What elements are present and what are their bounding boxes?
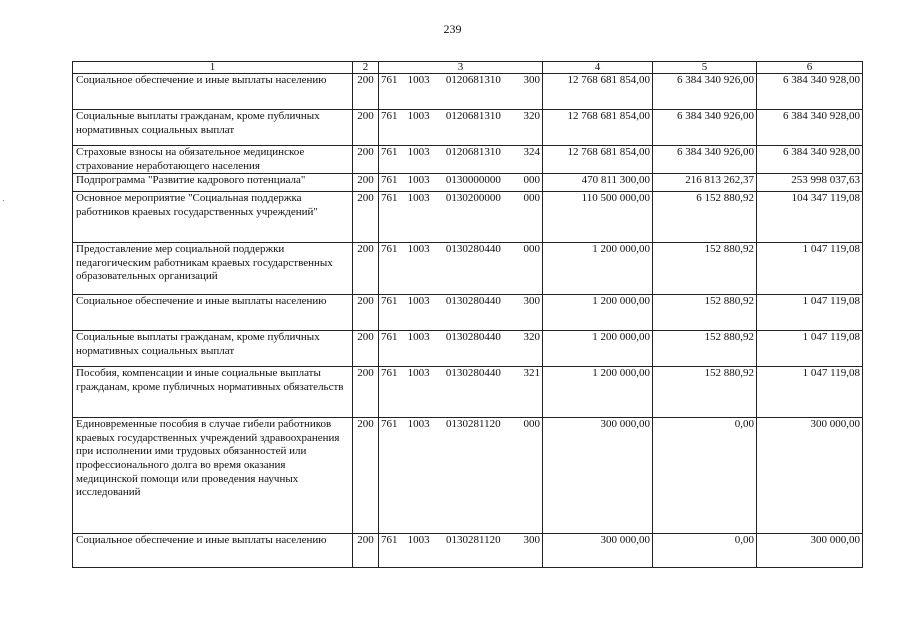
code-ved: 761 [381,418,398,431]
table-row [73,174,863,192]
row-code [379,146,543,174]
row-value-6: 300 000,00 [757,418,863,534]
code-ved: 761 [381,367,398,380]
code-csr: 0130000000 [445,174,501,187]
row-value-5: 6 152 880,92 [653,192,757,243]
table-row [73,534,863,568]
row-code [379,174,543,192]
code-vr: 321 [523,367,540,380]
code-csr: 0130281120 [446,534,501,547]
row-name: Социальные выплаты гражданам, кроме публичных нормативных социальных выплат [73,110,353,146]
row-code [379,243,543,295]
row-name: Предоставление мер социальной поддержки педагогическим работникам краевых государственных образовательных организаций [73,243,353,295]
row-value-6: 104 347 119,08 [757,192,863,243]
code-rz: 1003 [407,146,430,158]
row-code [379,534,543,568]
row-value-5: 6 384 340 926,00 [653,74,757,110]
table-row [73,110,863,146]
row-col2: 200 [353,367,379,418]
table-row [73,295,863,331]
code-rz: 1003 [407,243,430,256]
row-value-5: 152 880,92 [653,331,757,367]
code-csr: 0130200000 [445,192,501,205]
row-col2: 200 [353,418,379,534]
code-vr: 000 [523,192,540,205]
row-name: Основное мероприятие "Социальная поддержка работников краевых государственных учреждений" [73,192,353,243]
row-value-6: 1 047 119,08 [757,367,863,418]
code-csr: 0130280440 [445,295,501,308]
row-col2: 200 [353,110,379,146]
code-rz: 1003 [407,331,430,344]
code-ved: 761 [381,295,398,308]
table-row [73,367,863,418]
row-value-4: 12 768 681 854,00 [543,110,653,146]
row-value-6: 253 998 037,63 [757,174,863,192]
code-ved: 761 [381,534,398,547]
row-name: Социальные выплаты гражданам, кроме публичных нормативных социальных выплат [73,331,353,367]
row-value-6: 6 384 340 928,00 [757,146,863,174]
row-value-4: 470 811 300,00 [543,174,653,192]
code-csr: 0130280440 [445,331,501,344]
table-row [73,331,863,367]
row-value-6: 1 047 119,08 [757,243,863,295]
header-col-3: 3 [379,62,543,74]
table-row [73,418,863,534]
row-value-5: 152 880,92 [653,295,757,331]
table-row [73,192,863,243]
code-vr: 300 [523,295,540,308]
table-row [73,74,863,110]
row-value-6: 1 047 119,08 [757,331,863,367]
row-value-6: 1 047 119,08 [757,295,863,331]
code-rz: 1003 [407,367,430,380]
header-col-5: 5 [653,62,757,74]
code-csr: 0120681310 [445,146,501,158]
row-code [379,295,543,331]
header-col-2: 2 [353,62,379,74]
code-csr: 0130281120 [446,418,501,431]
code-vr: 000 [523,418,540,431]
row-value-4: 1 200 000,00 [543,243,653,295]
header-row [73,62,863,74]
row-value-4: 110 500 000,00 [543,192,653,243]
row-value-6: 300 000,00 [757,534,863,568]
code-ved: 761 [381,243,398,256]
row-value-4: 12 768 681 854,00 [543,146,653,174]
row-value-5: 6 384 340 926,00 [653,110,757,146]
code-rz: 1003 [407,418,430,431]
code-rz: 1003 [407,110,430,122]
row-code [379,110,543,146]
code-vr: 300 [523,534,540,547]
code-rz: 1003 [407,534,430,547]
row-value-6: 6 384 340 928,00 [757,110,863,146]
row-name: Социальное обеспечение и иные выплаты населению [73,295,353,331]
row-col2: 200 [353,74,379,110]
code-ved: 761 [381,192,398,205]
header-col-6: 6 [757,62,863,74]
row-value-5: 0,00 [653,534,757,568]
row-value-4: 1 200 000,00 [543,295,653,331]
table-row [73,243,863,295]
code-csr: 0120681310 [445,110,501,122]
row-name: Социальное обеспечение и иные выплаты населению [73,534,353,568]
row-value-5: 152 880,92 [653,367,757,418]
row-name: Подпрограмма "Развитие кадрового потенциала" [73,174,353,192]
row-value-5: 216 813 262,37 [653,174,757,192]
code-vr: 300 [523,74,540,86]
header-col-1: 1 [73,62,353,74]
row-code [379,192,543,243]
code-csr: 0130280440 [445,367,501,380]
row-name: Социальное обеспечение и иные выплаты населению [73,74,353,110]
row-col2: 200 [353,192,379,243]
code-csr: 0120681310 [445,74,501,86]
row-name: Страховые взносы на обязательное медицинское страхование неработающего населения [73,146,353,174]
code-vr: 320 [523,110,540,122]
header-col-4: 4 [543,62,653,74]
code-ved: 761 [381,331,398,344]
row-code [379,331,543,367]
code-ved: 761 [381,110,398,122]
row-name: Единовременные пособия в случае гибели работников краевых государственных учреждений здравоохранения при исполнении ими трудовых обязанностей или профессионального долга во время оказания медицинской помощи или проведения научных исследований [73,418,353,534]
row-value-4: 300 000,00 [543,418,653,534]
row-code [379,367,543,418]
code-csr: 0130280440 [445,243,501,256]
code-rz: 1003 [407,192,430,205]
code-ved: 761 [381,74,398,86]
row-value-5: 6 384 340 926,00 [653,146,757,174]
row-col2: 200 [353,146,379,174]
page-number: 239 [443,22,462,36]
budget-table [72,61,863,568]
code-vr: 000 [523,174,540,187]
row-value-5: 152 880,92 [653,243,757,295]
row-col2: 200 [353,174,379,192]
row-value-6: 6 384 340 928,00 [757,74,863,110]
row-value-4: 1 200 000,00 [543,367,653,418]
row-value-5: 0,00 [653,418,757,534]
table-row [73,146,863,174]
row-value-4: 1 200 000,00 [543,331,653,367]
code-vr: 000 [523,243,540,256]
code-rz: 1003 [407,295,430,308]
row-code [379,418,543,534]
code-ved: 761 [381,174,398,187]
code-ved: 761 [381,146,398,158]
scan-dot [3,200,4,201]
row-value-4: 12 768 681 854,00 [543,74,653,110]
code-rz: 1003 [407,174,430,187]
row-value-4: 300 000,00 [543,534,653,568]
row-col2: 200 [353,295,379,331]
code-vr: 320 [523,331,540,344]
code-rz: 1003 [407,74,430,86]
code-vr: 324 [523,146,540,158]
row-col2: 200 [353,534,379,568]
row-col2: 200 [353,243,379,295]
row-code [379,74,543,110]
row-name: Пособия, компенсации и иные социальные выплаты гражданам, кроме публичных нормативных обязательств [73,367,353,418]
row-col2: 200 [353,331,379,367]
